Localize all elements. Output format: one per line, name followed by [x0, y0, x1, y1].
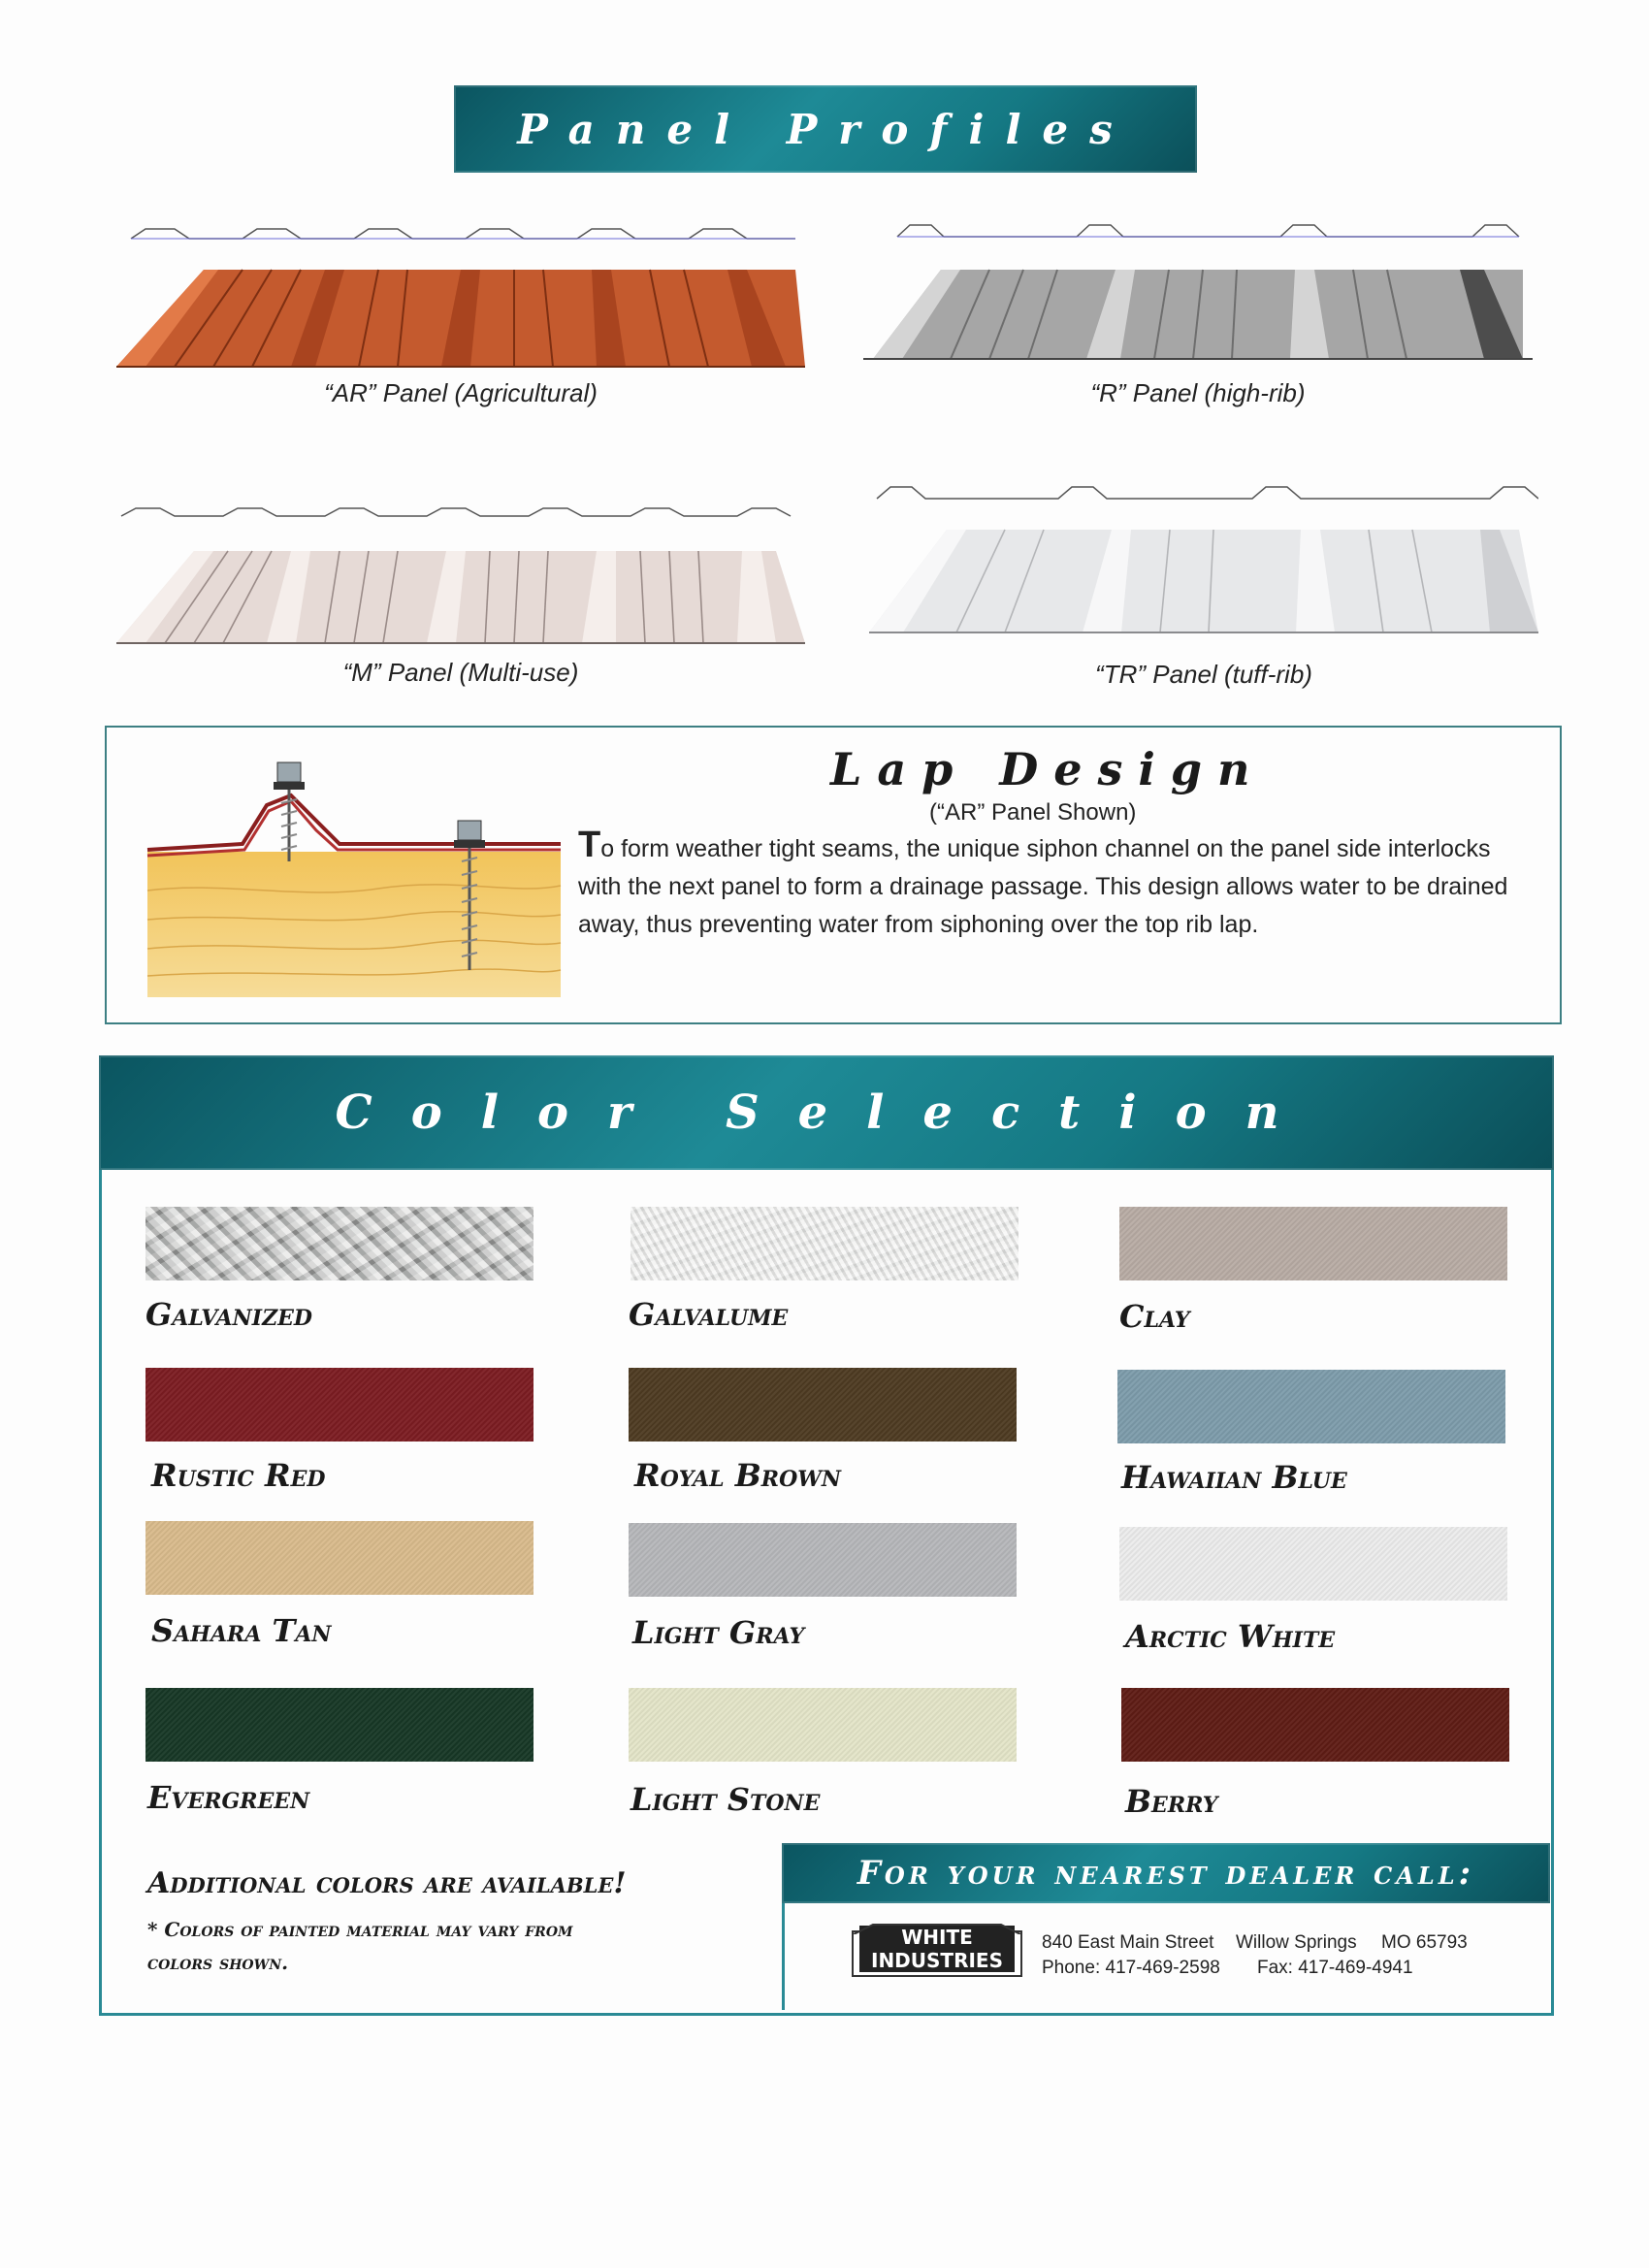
label-rustic-red: Rustic Red: [151, 1457, 326, 1494]
swatch-rustic-red: [146, 1368, 534, 1442]
color-selection-banner: [99, 1055, 1554, 1170]
lap-design-subtitle: (“AR” Panel Shown): [929, 799, 1137, 826]
swatch-galvalume: [630, 1207, 1018, 1280]
ar-panel-illustration: [116, 221, 805, 381]
swatch-galvanized: [146, 1207, 534, 1280]
label-evergreen: Evergreen: [147, 1779, 310, 1816]
tr-panel: [869, 475, 1538, 697]
dealer-title: For your nearest dealer call:: [857, 1854, 1475, 1893]
lap-design-dropcap: T: [578, 825, 601, 865]
label-arctic-white: Arctic White: [1125, 1618, 1336, 1655]
m-panel-caption: “M” Panel (Multi-use): [342, 658, 579, 687]
label-galvanized: Galvanized: [146, 1296, 312, 1333]
additional-colors-note: Additional colors are available!: [147, 1866, 627, 1900]
label-galvalume: Galvalume: [629, 1296, 789, 1333]
swatch-light-gray: [629, 1523, 1017, 1597]
dealer-city: Willow Springs: [1236, 1932, 1357, 1953]
page-title-banner: [454, 85, 1197, 173]
dealer-phone: Phone: 417-469-2598: [1042, 1958, 1220, 1978]
swatch-hawaiian-blue: [1117, 1370, 1505, 1443]
swatch-royal-brown: [629, 1368, 1017, 1442]
swatch-evergreen: [146, 1688, 534, 1762]
tr-panel-caption: “TR” Panel (tuff-rib): [1095, 660, 1312, 689]
tr-panel-illustration: [869, 475, 1538, 660]
label-light-stone: Light Stone: [630, 1781, 821, 1818]
lap-design-title: Lap Design: [830, 743, 1266, 795]
color-variance-note: * Colors of painted material may vary from colors shown.: [147, 1918, 573, 1974]
ar-panel: [116, 221, 805, 415]
swatch-clay: [1119, 1207, 1507, 1280]
label-royal-brown: Royal Brown: [634, 1457, 842, 1494]
dealer-fax: Fax: 417-469-4941: [1257, 1958, 1413, 1978]
lap-design-description: [578, 826, 1509, 944]
label-hawaiian-blue: Hawaiian Blue: [1121, 1459, 1347, 1496]
r-panel-caption: “R” Panel (high-rib): [1090, 378, 1306, 407]
logo-text: WHITE INDUSTRIES: [859, 1926, 1015, 1972]
lap-design-body: o form weather tight seams, the unique siphon channel on the panel side interlocks with the next panel to form a drainage passage. This design allows water to be drained away, thus preventing water from siphoning over the top rib lap.: [578, 835, 1508, 938]
dealer-state-zip: MO 65793: [1381, 1932, 1468, 1953]
label-berry: Berry: [1125, 1783, 1218, 1820]
white-industries-logo: [852, 1926, 1022, 1977]
r-panel-illustration: [863, 215, 1533, 380]
label-light-gray: Light Gray: [632, 1614, 805, 1651]
ar-panel-caption: “AR” Panel (Agricultural): [324, 378, 598, 407]
swatch-berry: [1121, 1688, 1509, 1762]
m-panel-illustration: [116, 502, 805, 663]
label-sahara-tan: Sahara Tan: [151, 1612, 332, 1649]
swatch-sahara-tan: [146, 1521, 534, 1595]
lap-design-illustration: [146, 755, 563, 997]
page-title: Panel Profiles: [517, 105, 1134, 153]
dealer-street: 840 East Main Street: [1042, 1932, 1214, 1953]
label-clay: Clay: [1119, 1298, 1190, 1335]
color-selection-title: Color Selection: [335, 1085, 1318, 1140]
swatch-light-stone: [629, 1688, 1017, 1762]
r-panel: [863, 215, 1533, 415]
swatch-arctic-white: [1119, 1527, 1507, 1601]
dealer-banner: [782, 1843, 1550, 1903]
m-panel: [116, 502, 805, 697]
